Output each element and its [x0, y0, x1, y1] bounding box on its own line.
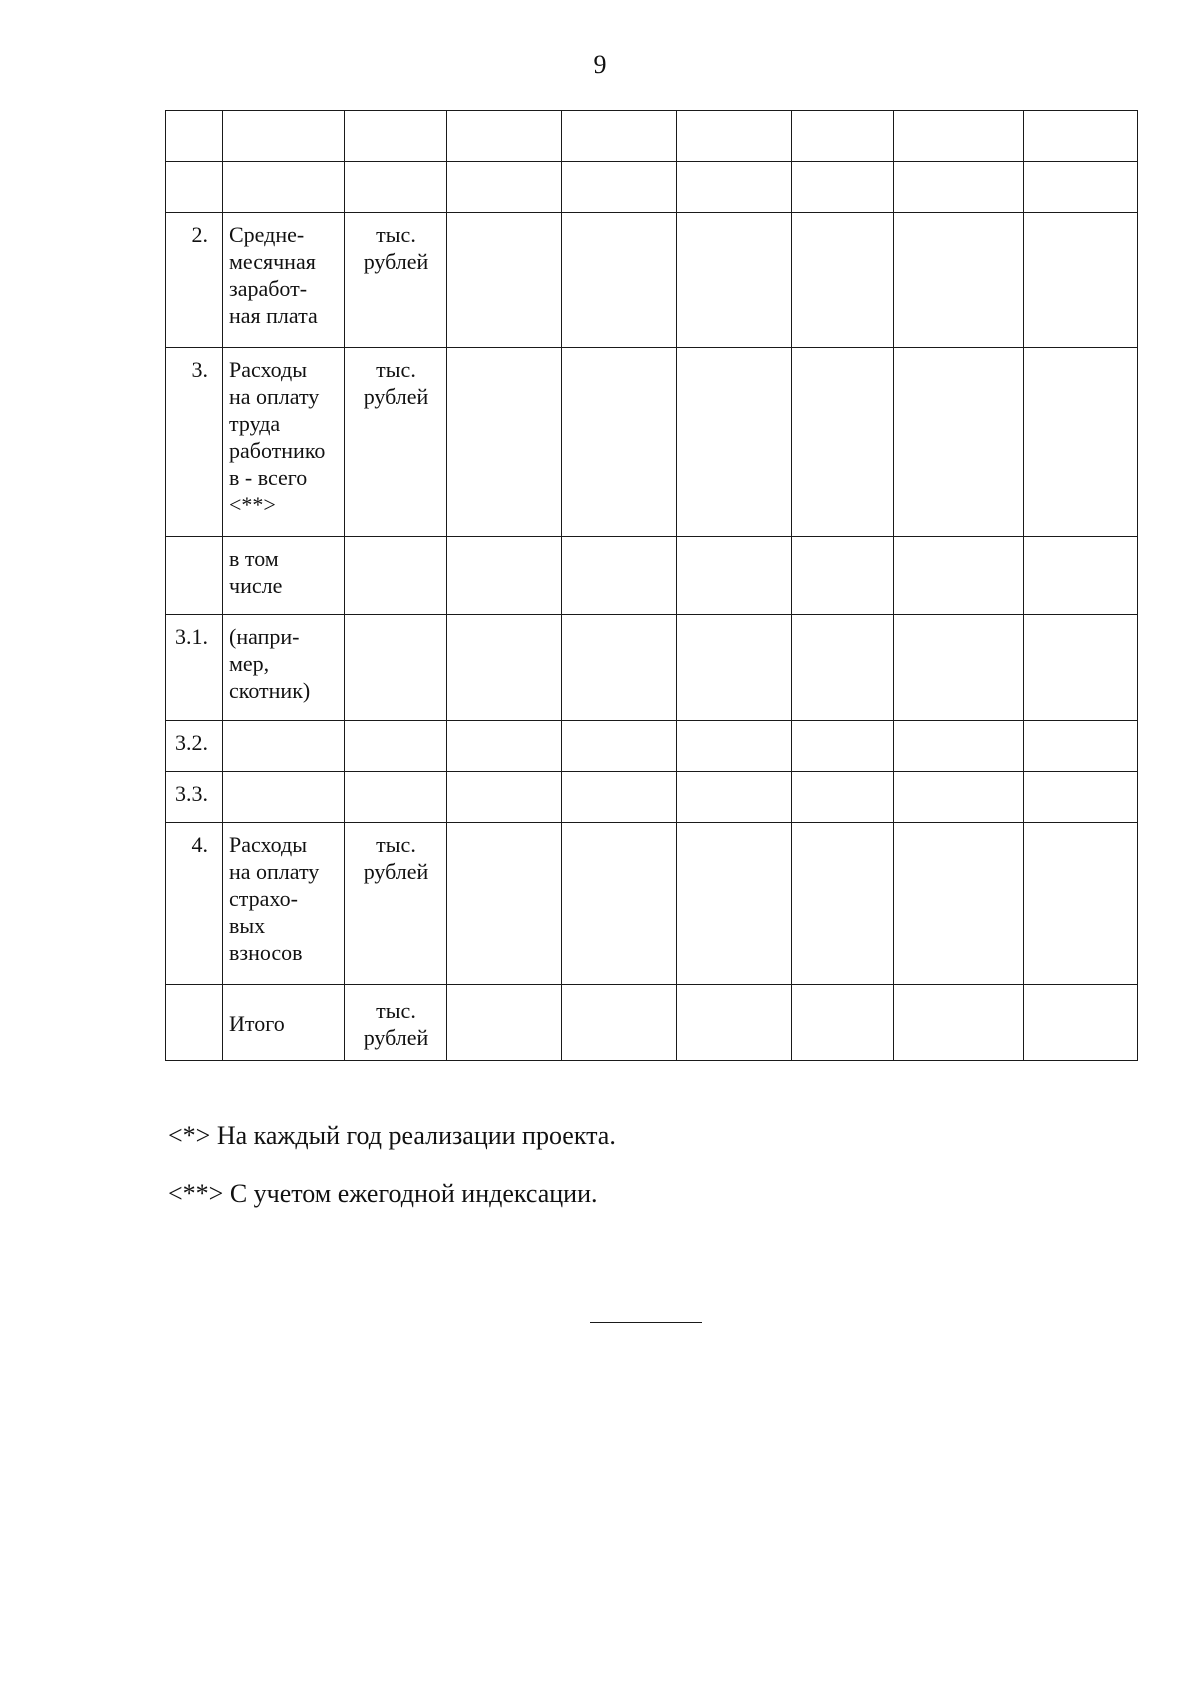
- row-number-cell: 3.3.: [166, 772, 223, 823]
- value-cell: [677, 823, 792, 985]
- value-cell: [792, 772, 894, 823]
- value-cell: [894, 348, 1024, 537]
- value-cell: [562, 348, 677, 537]
- value-cell: [1024, 615, 1138, 721]
- value-cell: [447, 721, 562, 772]
- footnotes: [168, 1120, 1068, 1236]
- value-cell: [792, 162, 894, 213]
- value-cell: [792, 111, 894, 162]
- value-cell: [792, 537, 894, 615]
- value-cell: [1024, 823, 1138, 985]
- value-cell: [447, 537, 562, 615]
- row-number-cell: [166, 985, 223, 1061]
- value-cell: [562, 772, 677, 823]
- row-number-cell: 3.1.: [166, 615, 223, 721]
- table-row-3-2: [166, 721, 1138, 772]
- unit-cell: тыс. рублей: [345, 213, 447, 348]
- footnote-double-asterisk: <**> С учетом ежегодной индексации.: [168, 1179, 598, 1208]
- value-cell: [447, 823, 562, 985]
- value-cell: [562, 111, 677, 162]
- value-cell: [792, 721, 894, 772]
- indicator-name-cell: Средне- месячная заработ- ная плата: [223, 213, 345, 348]
- unit-cell: [345, 772, 447, 823]
- value-cell: [792, 348, 894, 537]
- row-number-cell: [166, 111, 223, 162]
- value-cell: [894, 162, 1024, 213]
- footnote-single-asterisk: <*> На каждый год реализации проекта.: [168, 1121, 616, 1150]
- unit-cell: [345, 615, 447, 721]
- row-number-cell: [166, 537, 223, 615]
- value-cell: [894, 537, 1024, 615]
- table-row-3-3: [166, 772, 1138, 823]
- row-number-cell: 4.: [166, 823, 223, 985]
- value-cell: [447, 348, 562, 537]
- table-row-3-1: [166, 615, 1138, 721]
- value-cell: [677, 772, 792, 823]
- value-cell: [1024, 721, 1138, 772]
- unit-cell: тыс. рублей: [345, 823, 447, 985]
- value-cell: [1024, 213, 1138, 348]
- unit-cell: [345, 537, 447, 615]
- value-cell: [562, 721, 677, 772]
- value-cell: [447, 111, 562, 162]
- indicator-name-cell: Итого: [223, 985, 345, 1061]
- value-cell: [447, 772, 562, 823]
- value-cell: [792, 823, 894, 985]
- value-cell: [894, 721, 1024, 772]
- value-cell: [447, 985, 562, 1061]
- value-cell: [677, 721, 792, 772]
- value-cell: [1024, 772, 1138, 823]
- value-cell: [677, 213, 792, 348]
- value-cell: [894, 985, 1024, 1061]
- table-row-average-salary: [166, 213, 1138, 348]
- indicator-name-cell: Расходы на оплату труда работнико в - всего <**>: [223, 348, 345, 537]
- report-table: [165, 110, 1138, 1061]
- row-number-cell: 2.: [166, 213, 223, 348]
- unit-cell: тыс. рублей: [345, 348, 447, 537]
- value-cell: [1024, 162, 1138, 213]
- value-cell: [447, 162, 562, 213]
- value-cell: [1024, 537, 1138, 615]
- value-cell: [894, 213, 1024, 348]
- value-cell: [677, 111, 792, 162]
- value-cell: [1024, 985, 1138, 1061]
- row-number-cell: [166, 162, 223, 213]
- indicator-name-cell: [223, 721, 345, 772]
- value-cell: [1024, 348, 1138, 537]
- value-cell: [1024, 111, 1138, 162]
- value-cell: [677, 348, 792, 537]
- value-cell: [894, 615, 1024, 721]
- table-row-labor-costs: [166, 348, 1138, 537]
- value-cell: [562, 985, 677, 1061]
- value-cell: [677, 615, 792, 721]
- table-row-empty-2: [166, 162, 1138, 213]
- value-cell: [562, 823, 677, 985]
- value-cell: [677, 537, 792, 615]
- indicator-name-cell: (напри- мер, скотник): [223, 615, 345, 721]
- unit-cell: [345, 721, 447, 772]
- indicator-name-cell: [223, 111, 345, 162]
- table-row-insurance: [166, 823, 1138, 985]
- value-cell: [562, 537, 677, 615]
- value-cell: [447, 615, 562, 721]
- unit-cell: тыс. рублей: [345, 985, 447, 1061]
- value-cell: [792, 213, 894, 348]
- value-cell: [677, 162, 792, 213]
- value-cell: [792, 985, 894, 1061]
- indicator-name-cell: в том числе: [223, 537, 345, 615]
- value-cell: [562, 162, 677, 213]
- indicator-name-cell: [223, 162, 345, 213]
- indicator-name-cell: [223, 772, 345, 823]
- table-row-including: [166, 537, 1138, 615]
- table-row-empty-1: [166, 111, 1138, 162]
- value-cell: [447, 213, 562, 348]
- row-number-cell: 3.: [166, 348, 223, 537]
- page-number: 9: [593, 50, 607, 79]
- table-row-total: [166, 985, 1138, 1061]
- end-of-document-rule: [590, 1322, 702, 1323]
- unit-cell: [345, 162, 447, 213]
- value-cell: [677, 985, 792, 1061]
- value-cell: [792, 615, 894, 721]
- value-cell: [894, 772, 1024, 823]
- indicator-name-cell: Расходы на оплату страхо- вых взносов: [223, 823, 345, 985]
- value-cell: [562, 615, 677, 721]
- unit-cell: [345, 111, 447, 162]
- value-cell: [894, 111, 1024, 162]
- value-cell: [562, 213, 677, 348]
- row-number-cell: 3.2.: [166, 721, 223, 772]
- value-cell: [894, 823, 1024, 985]
